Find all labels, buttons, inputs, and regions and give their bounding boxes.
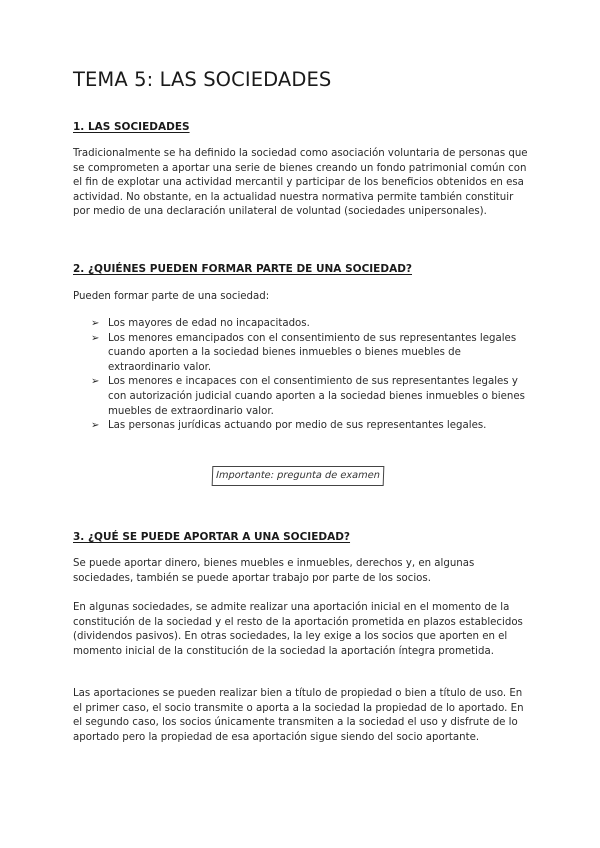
eligibility-list bbox=[91, 317, 531, 434]
section-1-heading: 1. LAS SOCIEDADES bbox=[73, 121, 190, 133]
section-3-paragraph-1: Se puede aportar dinero, bienes muebles e inmuebles, derechos y, en algunas sociedades, también se puede aportar trabajo por parte de los socios. bbox=[73, 558, 475, 584]
list-item-text: Las personas jurídicas actuando por medio de sus representantes legales. bbox=[108, 420, 487, 432]
list-item bbox=[91, 375, 531, 419]
list-item bbox=[91, 317, 531, 332]
section-3-paragraph-2: En algunas sociedades, se admite realizar una aportación inicial en el momento de la constitución de la sociedad y el resto de la aportación prometida en plazos establecidos (dividendos pasivos). En otras sociedades, la ley exige a los socios que aporten en el momento inicial de la constitución de la sociedad la aportación íntegra prometida. bbox=[73, 602, 523, 657]
list-item bbox=[91, 332, 531, 376]
section-1-paragraph: Tradicionalmente se ha definido la sociedad como asociación voluntaria de personas que se comprometen a aportar una serie de bienes creando un fondo patrimonial común con el fin de explotar una actividad mercantil y participar de los beneficios obtenidos en esa actividad. No obstante, en la actualidad nuestra normativa permite también constituir por medio de una declaración unilateral de voluntad (sociedades unipersonales). bbox=[73, 148, 528, 218]
arrow-bullet-icon: ➢ bbox=[91, 376, 100, 388]
section-2-heading: 2. ¿QUIÉNES PUEDEN FORMAR PARTE DE UNA SOCIEDAD? bbox=[73, 263, 412, 275]
section-3-heading: 3. ¿QUÉ SE PUEDE APORTAR A UNA SOCIEDAD? bbox=[73, 531, 351, 543]
section-2-intro: Pueden formar parte de una sociedad: bbox=[73, 291, 270, 302]
page-title: TEMA 5: LAS SOCIEDADES bbox=[73, 68, 332, 91]
arrow-bullet-icon: ➢ bbox=[91, 318, 100, 329]
list-item-text: Los menores emancipados con el consentimiento de sus representantes legales cuando aporten a la sociedad bienes inmuebles o bienes muebles de extraordinario valor. bbox=[108, 332, 517, 373]
exam-note-box: Importante: pregunta de examen bbox=[212, 466, 385, 486]
arrow-bullet-icon: ➢ bbox=[91, 420, 100, 432]
arrow-bullet-icon: ➢ bbox=[91, 332, 100, 344]
section-3-paragraph-3: Las aportaciones se pueden realizar bien a título de propiedad o bien a título de uso. En el primer caso, el socio transmite o aporta a la sociedad la propiedad de lo aportado. En el segundo caso, los socios únicamente transmiten a la sociedad el uso y disfrute de lo aportado pero la propiedad de esa aportación sigue siendo del socio aportante. bbox=[73, 688, 524, 743]
list-item bbox=[91, 419, 531, 434]
list-item-text: Los mayores de edad no incapacitados. bbox=[108, 318, 310, 329]
list-item-text: Los menores e incapaces con el consentimiento de sus representantes legales y con autorización judicial cuando aporten a la sociedad bienes inmuebles o bienes muebles de extraordinario valor. bbox=[108, 376, 525, 417]
